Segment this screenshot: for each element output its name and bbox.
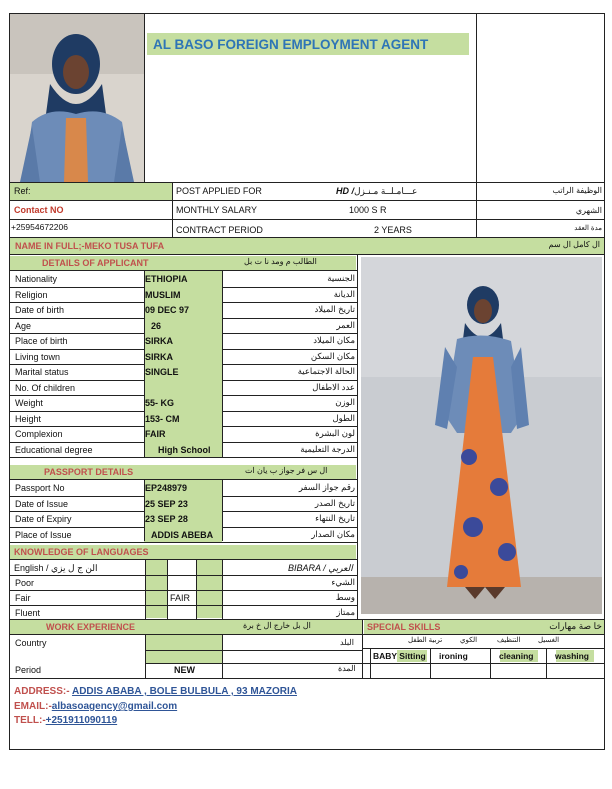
contract-period-label: CONTRACT PERIOD <box>176 225 263 235</box>
ref-label: Ref: <box>14 186 31 196</box>
language-level-label-ar: وسط <box>335 592 355 602</box>
applicant-field-label-ar: الدرجة التعليمية <box>300 444 355 454</box>
language-level-label-ar: الشيء <box>331 577 355 587</box>
passport-field-label: Date of Expiry <box>15 514 72 524</box>
email-line <box>14 702 177 712</box>
passport-field-value: 25 SEP 23 <box>145 499 188 509</box>
applicant-field-value: MUSLIM <box>145 290 181 300</box>
post-applied-label-ar: الوظيفة الراتب <box>552 186 602 195</box>
passport-field-label-ar: رقم جواز السفر <box>298 482 355 492</box>
passport-field-value: 23 SEP 28 <box>145 514 188 524</box>
country-label-ar: البلد <box>340 638 354 647</box>
skill-item: washing <box>555 651 590 661</box>
applicant-field-label: Weight <box>15 398 43 408</box>
email-label: EMAIL:- <box>14 701 52 712</box>
applicant-details-title-ar: الطالب م ومد نا ت بل <box>244 257 317 266</box>
address-value: ADDIS ABABA , BOLE BULBULA , 93 MAZORIA <box>71 686 297 697</box>
address-line <box>14 687 297 697</box>
passport-field-label: Date of Issue <box>15 499 69 509</box>
applicant-portrait-photo <box>10 14 144 182</box>
tel-link[interactable]: +251911090119 <box>45 715 118 726</box>
applicant-field-label: Complexion <box>15 429 63 439</box>
applicant-details-title: DETAILS OF APPLICANT <box>42 258 149 268</box>
applicant-field-value: ETHIOPIA <box>145 274 188 284</box>
language-level-label: Fair <box>15 593 31 603</box>
period-label-ar: المدة <box>338 664 356 673</box>
passport-title: PASSPORT DETAILS <box>44 467 134 477</box>
skill-item: cleaning <box>499 651 534 661</box>
applicant-field-label-ar: العمر <box>336 320 355 330</box>
applicant-field-label-ar: الجنسية <box>327 273 355 283</box>
applicant-field-label: Religion <box>15 290 48 300</box>
monthly-salary-value: 1000 S R <box>349 205 387 215</box>
applicant-field-value: 153- CM <box>145 414 180 424</box>
passport-field-label-ar: تاريخ الصدر <box>314 498 355 508</box>
monthly-salary-label-ar: الشهري <box>575 206 602 215</box>
applicant-field-label: Place of birth <box>15 336 68 346</box>
applicant-field-label: Age <box>15 321 32 331</box>
special-skills-title-ar: خا صة مهارات <box>549 621 602 631</box>
passport-field-value: ADDIS ABEBA <box>151 530 214 540</box>
passport-field-label: Place of Issue <box>15 530 72 540</box>
country-label: Country <box>15 638 47 648</box>
applicant-field-value: High School <box>158 445 211 455</box>
applicant-field-value: FAIR <box>145 429 166 439</box>
contact-label: Contact NO <box>14 205 64 215</box>
applicant-field-label-ar: الطول <box>332 413 355 423</box>
applicant-field-label-ar: لون البشرة <box>315 428 355 438</box>
contract-period-label-ar: مدة العقد <box>574 225 602 232</box>
applicant-value-bg <box>144 380 222 396</box>
applicant-field-label-ar: تاريخ الميلاد <box>314 304 355 314</box>
applicant-field-value: SIRKA <box>145 352 174 362</box>
lang-english-col-bg <box>145 560 167 618</box>
applicant-field-label-ar: الحالة الاجتماعية <box>297 366 355 376</box>
skill-item: BABY Sitting <box>373 651 426 661</box>
passport-field-value: EP248979 <box>145 483 188 493</box>
country-value-bg <box>145 635 222 650</box>
lang-arabic-col-bg <box>196 560 222 618</box>
contact-value: +25954672206 <box>11 222 68 232</box>
passport-field-label-ar: تاريخ النتهاء <box>315 513 355 523</box>
applicant-field-label: No. Of children <box>15 383 76 393</box>
applicant-field-value: SIRKA <box>145 336 174 346</box>
tel-label: TELL:- <box>14 715 46 726</box>
applicant-field-value: SINGLE <box>145 367 179 377</box>
skill-label-ar: تربية الطفل <box>408 637 443 644</box>
applicant-field-label-ar: الديانة <box>333 289 355 299</box>
passport-title-ar: ال س فر جواز ب يان ات <box>245 466 328 475</box>
applicant-field-label-ar: مكان السكن <box>310 351 355 361</box>
applicant-field-value: 09 DEC 97 <box>145 305 190 315</box>
applicant-field-label: Living town <box>15 352 61 362</box>
language-level-label: Fluent <box>15 608 41 618</box>
work-experience-title: WORK EXPERIENCE <box>46 622 136 632</box>
contract-period-value: 2 YEARS <box>374 225 412 235</box>
lang-arabic-label: BIBARA / العربي <box>288 563 353 573</box>
applicant-field-label: Nationality <box>15 274 58 284</box>
passport-field-label: Passport No <box>15 483 65 493</box>
full-name: NAME IN FULL;-MEKO TUSA TUFA <box>15 241 165 251</box>
period-value: NEW <box>174 665 195 675</box>
agency-name: AL BASO FOREIGN EMPLOYMENT AGENT <box>153 37 429 52</box>
period-value-bg <box>145 650 222 663</box>
applicant-field-label-ar: مكان الميلاد <box>313 335 355 345</box>
tel-line <box>14 716 117 726</box>
language-level-label-ar: ممتاز <box>336 607 355 617</box>
skill-label-ar: الكوي <box>460 637 478 644</box>
skill-label-ar: التنظيف <box>497 637 521 644</box>
period-label: Period <box>15 665 42 675</box>
applicant-field-label-ar: الوزن <box>335 397 355 407</box>
applicant-field-label-ar: عدد الاطفال <box>312 382 355 392</box>
applicant-field-value: 26 <box>151 321 162 331</box>
monthly-salary-label: MONTHLY SALARY <box>176 205 258 215</box>
lang-english-label: English / الن ج ل يزي <box>14 563 98 573</box>
address-label: ADDRESS:- <box>14 686 70 697</box>
language-level-label: Poor <box>15 578 35 588</box>
language-level-value: FAIR <box>170 593 191 603</box>
ref-row-bg <box>10 183 172 200</box>
work-experience-title-ar: ال بل خارج ال خ برة <box>243 621 311 630</box>
email-link[interactable]: albasoagency@gmail.com <box>51 701 178 712</box>
applicant-field-label: Height <box>15 414 42 424</box>
post-applied-value: HD /عـــامـلــة مـنـزل <box>336 186 418 196</box>
applicant-field-label: Educational degree <box>15 445 93 455</box>
applicant-field-value: 55- KG <box>145 398 175 408</box>
applicant-field-label: Marital status <box>15 367 69 377</box>
row-divider <box>9 457 357 458</box>
full-name-label-ar: ال كامل ال سم <box>548 240 600 249</box>
applicant-field-label: Date of birth <box>15 305 65 315</box>
special-skills-title: SPECIAL SKILLS <box>367 622 441 632</box>
passport-field-label-ar: مكان الصدار <box>311 529 355 539</box>
post-applied-label: POST APPLIED FOR <box>176 186 262 196</box>
skill-item: ironing <box>439 651 468 661</box>
skill-label-ar: الغسيل <box>538 637 560 644</box>
languages-title: KNOWLEDGE OF LANGUAGES <box>14 547 149 557</box>
applicant-full-body-photo <box>361 257 602 614</box>
